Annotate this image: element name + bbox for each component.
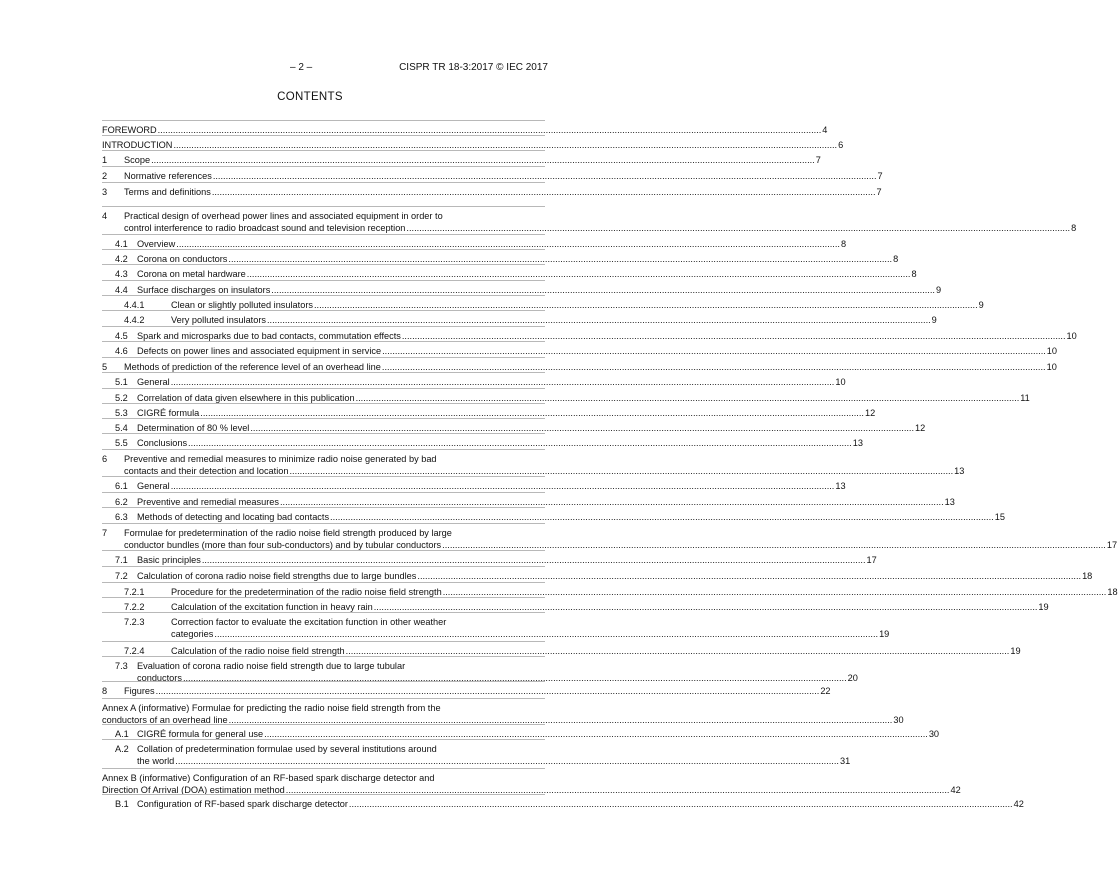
toc-entry-title: Annex B (informative) Configuration of an RF-based spark discharge detector and <box>102 773 435 783</box>
toc-separator <box>102 120 545 121</box>
dot-leader: .................................................................................................................................................................................................................................................................... <box>214 629 879 640</box>
toc-entry-title: INTRODUCTION <box>102 140 173 150</box>
toc-page-number: 12 <box>915 423 926 433</box>
toc-entry-number: 4.4.2 <box>124 315 145 325</box>
toc-entry-title: conductors of an overhead line <box>102 715 228 726</box>
toc-entry-title: Correction factor to evaluate the excitation function in other weather <box>171 617 447 627</box>
toc-entry-title: Formulae for predetermination of the radio noise field strength produced by large <box>124 528 452 538</box>
toc-page-number: 11 <box>1020 393 1030 403</box>
toc-entry-number: 7.2.4 <box>124 646 145 656</box>
toc-entry-number: 5.1 <box>115 377 128 387</box>
toc-entry[interactable] <box>102 186 882 198</box>
toc-entry-number: 4.2 <box>115 254 128 264</box>
toc-entry-title: Defects on power lines and associated equipment in service <box>137 346 382 356</box>
toc-entry[interactable] <box>102 345 1058 357</box>
toc-entry-title: Practical design of overhead power lines and associated equipment in order to <box>124 211 443 221</box>
toc-entry-title: Direction Of Arrival (DOA) estimation method <box>102 785 285 796</box>
dot-leader: .................................................................................................................................................................................................................................................................... <box>151 155 815 165</box>
toc-page-number: 7 <box>876 187 882 197</box>
toc-entry-title: Clean or slightly polluted insulators <box>171 300 313 310</box>
toc-entry-title: Calculation of the excitation function in heavy rain <box>171 602 373 612</box>
toc-page-number: 19 <box>879 629 890 640</box>
toc-entry[interactable] <box>102 511 1005 523</box>
toc-page-number: 6 <box>838 140 844 150</box>
dot-leader: .................................................................................................................................................................................................................................................................... <box>173 140 838 150</box>
dot-leader: .................................................................................................................................................................................................................................................................... <box>246 269 911 279</box>
toc-page-number: 19 <box>1010 646 1021 656</box>
dot-leader: .................................................................................................................................................................................................................................................................... <box>279 497 944 507</box>
toc-separator <box>102 582 545 583</box>
toc-separator <box>102 724 545 725</box>
dot-leader: .................................................................................................................................................................................................................................................................... <box>285 785 950 796</box>
dot-leader: .................................................................................................................................................................................................................................................................... <box>271 285 935 295</box>
dot-leader: .................................................................................................................................................................................................................................................................... <box>250 423 915 433</box>
toc-entry[interactable] <box>102 702 904 726</box>
toc-entry[interactable] <box>102 314 937 326</box>
toc-separator <box>102 597 545 598</box>
dot-leader: .................................................................................................................................................................................................................................................................... <box>442 540 1106 551</box>
toc-entry-number: 6.3 <box>115 512 128 522</box>
toc-entry-number: 5.4 <box>115 423 128 433</box>
dot-leader: .................................................................................................................................................................................................................................................................... <box>313 300 978 310</box>
toc-separator <box>102 476 545 477</box>
toc-entry-title: Overview <box>137 239 176 249</box>
toc-entry-number: 4.4.1 <box>124 300 145 310</box>
toc-entry-number: B.1 <box>115 799 129 809</box>
toc-entry-number: 6.1 <box>115 481 128 491</box>
toc-page-number: 10 <box>1066 331 1077 341</box>
toc-entry[interactable] <box>102 685 831 697</box>
dot-leader: .................................................................................................................................................................................................................................................................... <box>182 673 847 684</box>
toc-separator <box>102 449 545 450</box>
toc-separator <box>102 523 545 524</box>
dot-leader: .................................................................................................................................................................................................................................................................... <box>289 466 954 477</box>
toc-separator <box>102 135 545 136</box>
toc-entry[interactable] <box>102 376 846 388</box>
toc-separator <box>102 326 545 327</box>
toc-entry-number: 5.3 <box>115 408 128 418</box>
toc-entry[interactable] <box>102 268 917 280</box>
toc-page-number: 20 <box>847 673 858 684</box>
dot-leader: .................................................................................................................................................................................................................................................................... <box>175 756 839 767</box>
toc-page-number: 17 <box>1106 540 1118 551</box>
toc-entry-title: Procedure for the predetermination of the radio noise field strength <box>171 587 442 597</box>
toc-page-number: 8 <box>911 269 917 279</box>
dot-leader: .................................................................................................................................................................................................................................................................... <box>211 187 876 197</box>
toc-entry-number: 4.5 <box>115 331 128 341</box>
toc-entry[interactable] <box>102 210 1077 234</box>
toc-entry-number: 5 <box>102 362 108 372</box>
toc-separator <box>102 295 545 296</box>
toc-separator <box>102 433 545 434</box>
toc-page-number: 19 <box>1038 602 1049 612</box>
page-number: – 2 – <box>290 62 313 73</box>
dot-leader: .................................................................................................................................................................................................................................................................... <box>212 171 877 181</box>
toc-entry-number: 8 <box>102 686 108 696</box>
toc-separator <box>102 372 545 373</box>
toc-page-number: 13 <box>954 466 965 477</box>
toc-entry-number: 4 <box>102 211 108 221</box>
toc-page-number: 15 <box>994 512 1005 522</box>
toc-separator <box>102 357 545 358</box>
toc-entry-title: Methods of prediction of the reference level of an overhead line <box>124 362 381 372</box>
dot-leader: .................................................................................................................................................................................................................................................................... <box>442 587 1107 597</box>
toc-entry-number: 7.2.3 <box>124 617 145 627</box>
toc-entry-title: categories <box>171 629 214 640</box>
toc-separator <box>102 341 545 342</box>
toc-page-number: 10 <box>835 377 846 387</box>
toc-entry-number: 6.2 <box>115 497 128 507</box>
toc-entry-number: 4.1 <box>115 239 128 249</box>
toc-entry-title: Configuration of RF-based spark discharge detector <box>137 799 348 809</box>
toc-separator <box>102 206 545 207</box>
dot-leader: .................................................................................................................................................................................................................................................................... <box>228 254 893 264</box>
toc-separator <box>102 507 545 508</box>
toc-page-number: 4 <box>822 125 828 135</box>
toc-entry-title: Evaluation of corona radio noise field strength due to large tubular <box>137 661 406 671</box>
toc-page-number: 9 <box>931 315 937 325</box>
dot-leader: .................................................................................................................................................................................................................................................................... <box>200 408 864 418</box>
toc-page-number: 7 <box>815 155 821 165</box>
dot-leader: .................................................................................................................................................................................................................................................................... <box>201 555 866 565</box>
toc-separator <box>102 492 545 493</box>
toc-page-number: 8 <box>1071 223 1077 234</box>
toc-entry[interactable] <box>102 437 863 449</box>
toc-entry-number: 4.3 <box>115 269 128 279</box>
toc-entry-title: Calculation of the radio noise field strength <box>171 646 345 656</box>
toc-page-number: 22 <box>820 686 831 696</box>
toc-entry-number: 3 <box>102 187 108 197</box>
toc-page-number: 18 <box>1082 571 1093 581</box>
toc-entry-title: control interference to radio broadcast sound and television reception <box>124 223 406 234</box>
toc-entry-number: 7 <box>102 528 108 538</box>
toc-page-number: 31 <box>839 756 851 767</box>
toc-entry[interactable] <box>102 480 846 492</box>
dot-leader: .................................................................................................................................................................................................................................................................... <box>228 715 893 726</box>
toc-entry-title: contacts and their detection and location <box>124 466 289 477</box>
toc-separator <box>102 403 545 404</box>
toc-entry[interactable] <box>102 798 1024 810</box>
toc-separator <box>102 794 545 795</box>
toc-entry[interactable] <box>102 154 821 166</box>
dot-leader: .................................................................................................................................................................................................................................................................... <box>373 602 1038 612</box>
dot-leader: .................................................................................................................................................................................................................................................................... <box>417 571 1082 581</box>
toc-entry-number: 5.2 <box>115 393 128 403</box>
toc-entry-title: Correlation of data given elsewhere in this publication <box>137 393 355 403</box>
dot-leader: .................................................................................................................................................................................................................................................................... <box>345 646 1010 656</box>
dot-leader: .................................................................................................................................................................................................................................................................... <box>264 729 928 739</box>
toc-page-number: 30 <box>928 729 940 739</box>
dot-leader: .................................................................................................................................................................................................................................................................... <box>170 377 835 387</box>
toc-page-number: 8 <box>893 254 899 264</box>
page-header <box>0 62 620 76</box>
dot-leader: .................................................................................................................................................................................................................................................................... <box>267 315 931 325</box>
toc-entry[interactable] <box>102 743 851 767</box>
toc-entry-title: Surface discharges on insulators <box>137 285 271 295</box>
toc-entry-number: A.2 <box>115 744 129 754</box>
dot-leader: .................................................................................................................................................................................................................................................................... <box>401 331 1066 341</box>
dot-leader: .................................................................................................................................................................................................................................................................... <box>348 799 1013 809</box>
toc-separator <box>102 249 545 250</box>
dot-leader: .................................................................................................................................................................................................................................................................... <box>381 362 1046 372</box>
toc-entry-title: Annex A (informative) Formulae for predicting the radio noise field strength from the <box>102 703 441 713</box>
toc-entry[interactable] <box>102 527 1118 551</box>
toc-page-number: 12 <box>864 408 876 418</box>
toc-separator <box>102 681 545 682</box>
dot-leader: .................................................................................................................................................................................................................................................................... <box>406 223 1071 234</box>
toc-entry-number: 1 <box>102 155 108 165</box>
dot-leader: .................................................................................................................................................................................................................................................................... <box>170 481 835 491</box>
toc-page-number: 42 <box>950 785 961 796</box>
toc-entry-title: Normative references <box>124 171 212 181</box>
toc-entry-title: conductor bundles (more than four sub-conductors) and by tubular conductors <box>124 540 442 551</box>
toc-separator <box>102 264 545 265</box>
toc-page-number: 10 <box>1046 346 1058 356</box>
toc-page-number: 13 <box>852 438 863 448</box>
toc-entry-title: General <box>137 377 170 387</box>
toc-separator <box>102 612 545 613</box>
toc-separator <box>102 550 545 551</box>
toc-entry-title: CIGRÉ formula for general use <box>137 729 264 739</box>
toc-entry-number: 7.3 <box>115 661 128 671</box>
toc-entry-number: 5.5 <box>115 438 128 448</box>
toc-separator <box>102 641 545 642</box>
toc-separator <box>102 768 545 769</box>
toc-entry-number: 2 <box>102 171 108 181</box>
toc-entry-title: General <box>137 481 170 491</box>
toc-entry-title: the world <box>137 756 175 767</box>
toc-separator <box>102 150 545 151</box>
toc-page-number: 13 <box>835 481 846 491</box>
toc-separator <box>102 310 545 311</box>
toc-entry-title: Determination of 80 % level <box>137 423 250 433</box>
toc-page-number: 9 <box>978 300 984 310</box>
toc-entry[interactable] <box>102 570 1093 582</box>
toc-entry-title: Preventive and remedial measures to minimize radio noise generated by bad <box>124 454 437 464</box>
toc-page-number: 8 <box>840 239 847 249</box>
toc-page-number: 42 <box>1013 799 1024 809</box>
toc-entry[interactable] <box>102 616 890 640</box>
toc-entry-title: Figures <box>124 686 155 696</box>
toc-entry[interactable] <box>102 772 961 796</box>
toc-separator <box>102 166 545 167</box>
toc-entry-title: conductors <box>137 673 182 684</box>
toc-entry-title: Preventive and remedial measures <box>137 497 279 507</box>
toc-page-number: 7 <box>877 171 883 181</box>
dot-leader: .................................................................................................................................................................................................................................................................... <box>382 346 1046 356</box>
dot-leader: .................................................................................................................................................................................................................................................................... <box>176 239 840 249</box>
toc-entry-title: Terms and definitions <box>124 187 211 197</box>
toc-entry-title: Conclusions <box>137 438 188 448</box>
toc-entry-number: A.1 <box>115 729 129 739</box>
toc-entry-number: 7.2.1 <box>124 587 145 597</box>
toc-entry-title: FOREWORD <box>102 125 157 135</box>
toc-page-number: 9 <box>935 285 942 295</box>
toc-entry-title: Methods of detecting and locating bad contacts <box>137 512 330 522</box>
dot-leader: .................................................................................................................................................................................................................................................................... <box>330 512 994 522</box>
toc-separator <box>102 566 545 567</box>
toc-separator <box>102 388 545 389</box>
dot-leader: .................................................................................................................................................................................................................................................................... <box>155 686 820 696</box>
toc-entry-title: Spark and microsparks due to bad contacts, commutation effects <box>137 331 401 341</box>
toc-entry-title: Very polluted insulators <box>171 315 266 325</box>
toc-entry-title: Collation of predetermination formulae used by several institutions around <box>137 744 437 754</box>
toc-entry[interactable] <box>102 453 965 477</box>
toc-entry-number: 7.2 <box>115 571 128 581</box>
toc-entry-number: 4.6 <box>115 346 128 356</box>
toc-entry-number: 7.2.2 <box>124 602 145 612</box>
toc-separator <box>102 418 545 419</box>
contents-title: CONTENTS <box>277 91 343 103</box>
toc-separator <box>102 656 545 657</box>
toc-entry[interactable] <box>102 170 883 182</box>
toc-separator <box>102 182 545 183</box>
toc-page-number: 17 <box>866 555 877 565</box>
dot-leader: .................................................................................................................................................................................................................................................................... <box>188 438 852 448</box>
toc-entry[interactable] <box>102 554 877 566</box>
toc-entry-title: CIGRÉ formula <box>137 408 200 418</box>
toc-page-number: 13 <box>944 497 955 507</box>
toc-entry-number: 4.4 <box>115 285 128 295</box>
toc-entry-number: 7.1 <box>115 555 128 565</box>
toc-entry-title: Corona on conductors <box>137 254 228 264</box>
toc-page-number: 10 <box>1046 362 1057 372</box>
toc-entry-title: Calculation of corona radio noise field strengths due to large bundles <box>137 571 417 581</box>
toc-page-number: 18 <box>1107 587 1118 597</box>
toc-entry-title: Basic principles <box>137 555 201 565</box>
dot-leader: .................................................................................................................................................................................................................................................................... <box>157 125 822 135</box>
toc-entry-title: Corona on metal hardware <box>137 269 246 279</box>
dot-leader: .................................................................................................................................................................................................................................................................... <box>355 393 1020 403</box>
toc-separator <box>102 698 545 699</box>
toc-separator <box>102 234 545 235</box>
toc-entry-title: Scope <box>124 155 151 165</box>
toc-entry-number: 6 <box>102 454 108 464</box>
toc-separator <box>102 739 545 740</box>
toc-separator <box>102 280 545 281</box>
toc-page-number: 30 <box>893 715 904 726</box>
document-reference: CISPR TR 18-3:2017 © IEC 2017 <box>399 62 548 73</box>
